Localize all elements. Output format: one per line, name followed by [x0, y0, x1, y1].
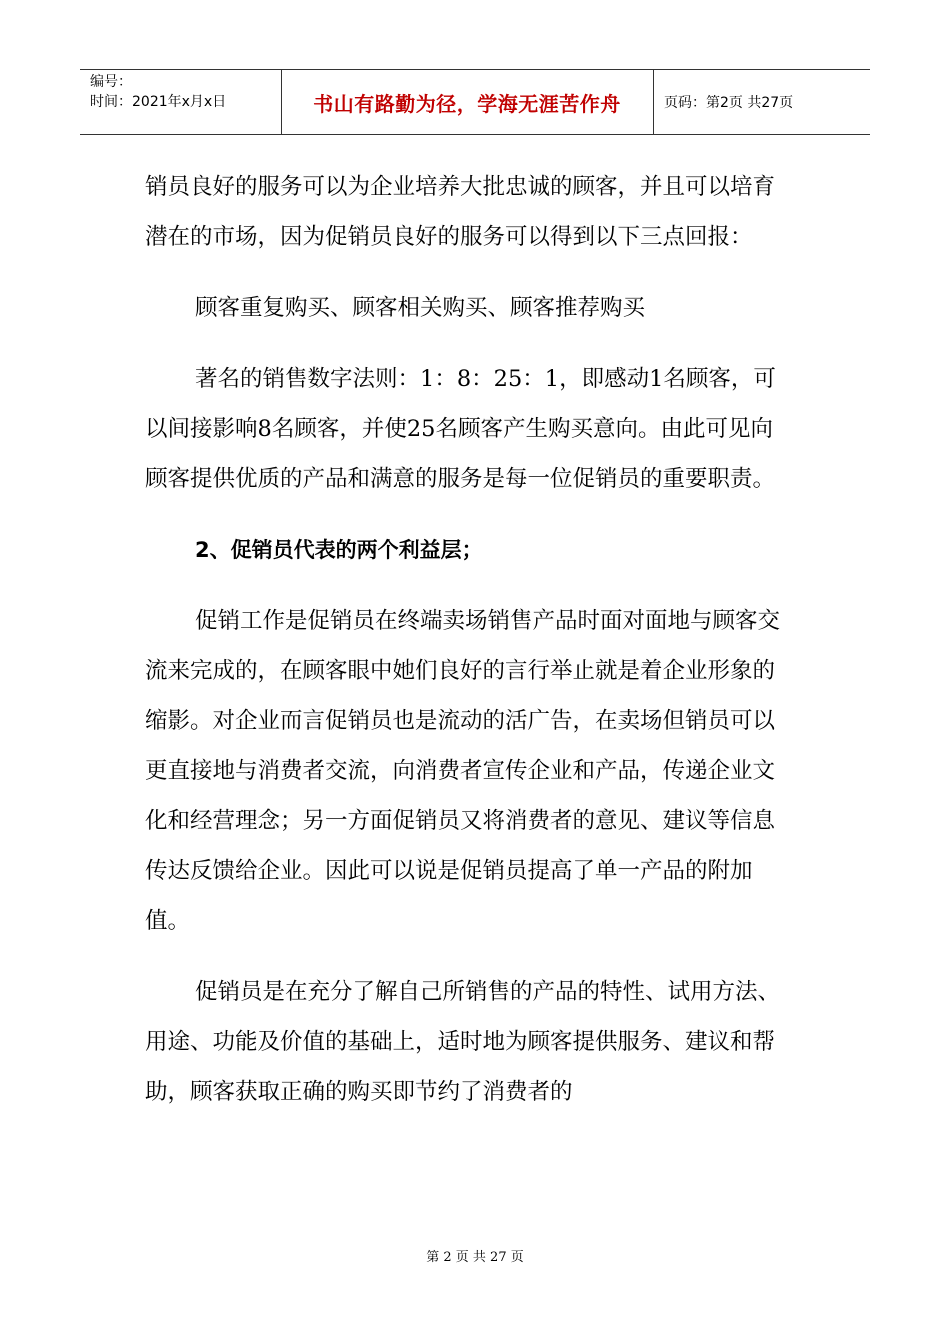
page-header	[80, 69, 870, 135]
paragraph-service-benefits: 销员良好的服务可以为企业培养大批忠诚的顾客，并且可以培育潜在的市场，因为促销员良好的服务可以得到以下三点回报：	[145, 174, 776, 250]
header-page-info: 页码：第2页 共27页	[664, 95, 794, 111]
document-date: 时间：2021年x月x日	[90, 94, 227, 110]
document-number-label: 编号：	[90, 74, 132, 90]
paragraph-three-returns: 顾客重复购买、顾客相关购买、顾客推荐购买	[195, 295, 646, 321]
header-divider-right	[653, 70, 654, 134]
header-meta	[90, 72, 226, 112]
section-heading: 2、促销员代表的两个利益层；	[195, 538, 483, 562]
paragraph-sales-rule: 著名的销售数字法则：1：8：25：1，即感动1名顾客，可以间接影响8名顾客，并使25名顾客产生购买意向。由此可见向顾客提供优质的产品和满意的服务是每一位促销员的重要职责。	[145, 366, 776, 492]
paragraph-promoter-knowledge: 促销员是在充分了解自己所销售的产品的特性、试用方法、用途、功能及价值的基础上，适时地为顾客提供服务、建议和帮助，顾客获取正确的购买即节约了消费者的	[145, 979, 781, 1105]
document-body	[145, 162, 795, 1117]
paragraph-promoter-role: 促销工作是促销员在终端卖场销售产品时面对面地与顾客交流来完成的，在顾客眼中她们良好的言行举止就是着企业形象的缩影。对企业而言促销员也是流动的活广告，在卖场但销员可以更直接地与消费者交流，向消费者宣传企业和产品，传递企业文化和经营理念；另一方面促销员又将消费者的意见、建议等信息传达反馈给企业。因此可以说是促销员提高了单一产品的附加值。	[145, 608, 781, 934]
header-motto: 书山有路勤为径，学海无涯苦作舟	[313, 91, 621, 116]
page-footer: 第 2 页 共 27 页	[426, 1250, 524, 1265]
